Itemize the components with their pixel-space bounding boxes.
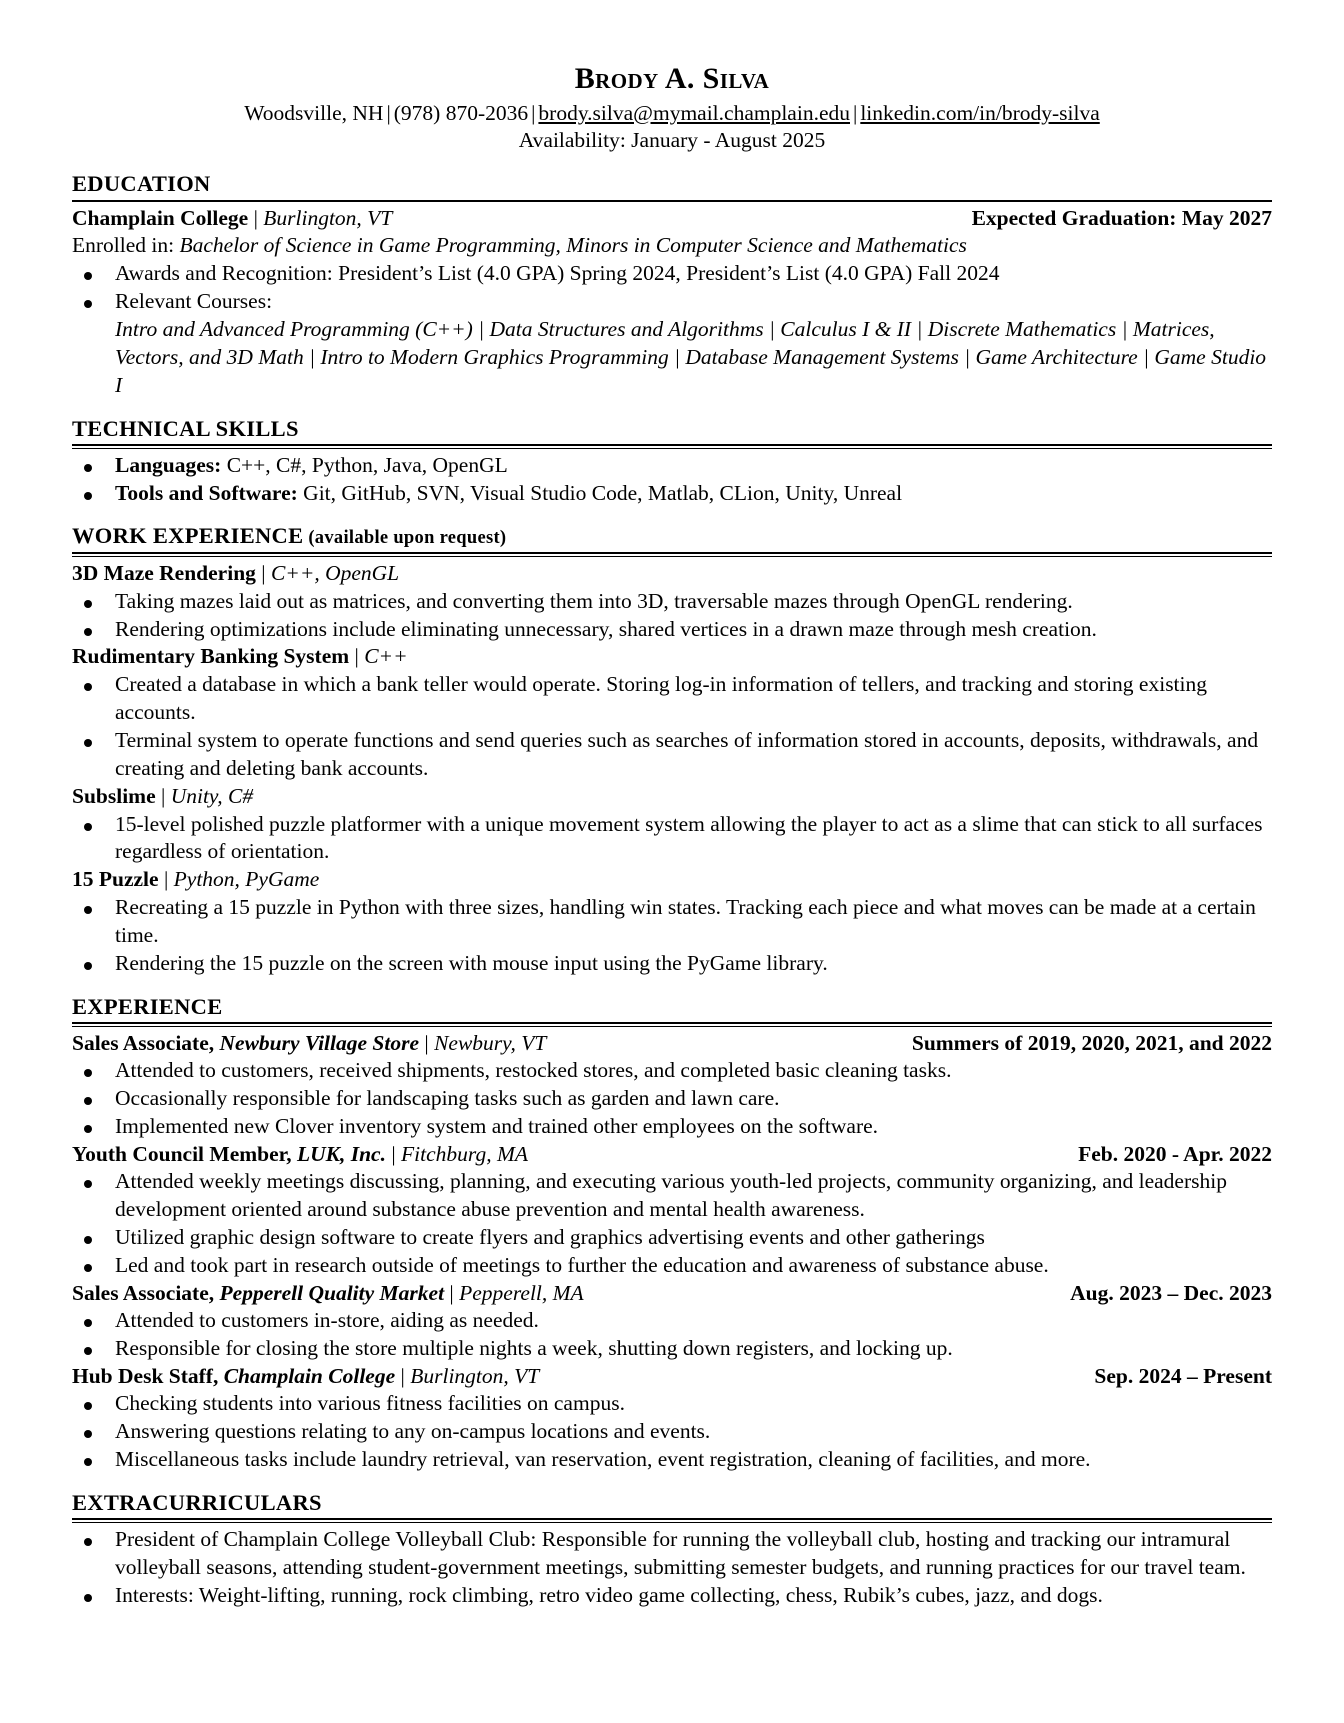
section-heading-technical-skills: TECHNICAL SKILLS: [72, 415, 299, 441]
experience-title: [72, 1363, 539, 1391]
experience-sep: |: [444, 1280, 460, 1305]
section-divider: [72, 552, 1272, 557]
experience-role: Sales Associate,: [72, 1280, 220, 1305]
section-divider: [72, 444, 1272, 449]
project-sep: |: [255, 560, 271, 585]
project-title-row: [72, 866, 1272, 894]
list-item: [72, 480, 1272, 508]
project-entry: [72, 643, 1272, 782]
project-sep: |: [155, 783, 171, 808]
education-enrolled-value: Bachelor of Science in Game Programming, Minors in Computer Science and Mathematics: [179, 233, 967, 258]
experience-bullet-list: [72, 1057, 1272, 1140]
work-experience-heading-text: WORK EXPERIENCE: [72, 523, 304, 549]
project-entry: [72, 866, 1272, 977]
education-enrolled-label: Enrolled in:: [72, 233, 180, 258]
experience-sep: |: [419, 1030, 435, 1055]
project-entry: [72, 783, 1272, 867]
project-title: Subslime: [72, 783, 156, 808]
skill-label: Tools and Software:: [115, 480, 298, 505]
section-heading-extracurriculars: EXTRACURRICULARS: [72, 1489, 322, 1515]
project-title-row: [72, 560, 1272, 588]
experience-entry: [72, 1280, 1272, 1363]
experience-dates: Aug. 2023 – Dec. 2023: [1070, 1280, 1272, 1305]
education-courses-label: Relevant Courses:: [115, 288, 273, 313]
extracurriculars-list: [72, 1526, 1272, 1609]
experience-location: Burlington, VT: [410, 1363, 540, 1388]
section-education: [72, 171, 1272, 400]
project-sep: |: [158, 867, 174, 892]
skill-value: Git, GitHub, SVN, Visual Studio Code, Matlab, CLion, Unity, Unreal: [297, 480, 903, 505]
experience-header-row: [72, 1280, 1272, 1308]
list-item: Checking students into various fitness facilities on campus.: [72, 1390, 1272, 1418]
contact-line: [72, 100, 1272, 127]
page-title: Brody A. Silva: [574, 62, 770, 95]
section-technical-skills: [72, 416, 1272, 508]
list-item: Rendering the 15 puzzle on the screen with mouse input using the PyGame library.: [72, 950, 1272, 978]
experience-org: Pepperell Quality Market: [219, 1280, 445, 1305]
list-item: Answering questions relating to any on-campus locations and events.: [72, 1418, 1272, 1446]
list-item: Rendering optimizations include eliminating unnecessary, shared vertices in a drawn maze through mesh creation.: [72, 616, 1272, 644]
project-tech: C++: [364, 644, 408, 669]
list-item: [72, 260, 1272, 288]
experience-entry: [72, 1030, 1272, 1141]
list-item: [72, 288, 1272, 316]
list-item: Recreating a 15 puzzle in Python with three sizes, handling win states. Tracking each piece and what moves can be made at a certain time.: [72, 894, 1272, 950]
experience-title: [72, 1030, 546, 1058]
list-item: Occasionally responsible for landscaping tasks such as garden and lawn care.: [72, 1085, 1272, 1113]
education-school-row: [72, 205, 1272, 233]
skill-label: Languages:: [115, 452, 222, 477]
list-item: [72, 452, 1272, 480]
experience-entry: [72, 1363, 1272, 1474]
project-title-row: [72, 783, 1272, 811]
project-bullet-list: [72, 671, 1272, 782]
list-item: Miscellaneous tasks include laundry retrieval, van reservation, event registration, cleaning of facilities, and more.: [72, 1446, 1272, 1474]
list-item: Led and took part in research outside of meetings to further the education and awareness of substance abuse.: [72, 1252, 1272, 1280]
section-divider: [72, 1518, 1272, 1523]
section-heading-education: EDUCATION: [72, 170, 211, 196]
list-item: Implemented new Clover inventory system and trained other employees on the software.: [72, 1113, 1272, 1141]
experience-header-row: [72, 1141, 1272, 1169]
experience-title: [72, 1280, 584, 1308]
list-item: Attended to customers in-store, aiding as needed.: [72, 1307, 1272, 1335]
experience-dates: Summers of 2019, 2020, 2021, and 2022: [911, 1030, 1272, 1055]
contact-separator-3: |: [853, 100, 858, 125]
project-title: 15 Puzzle: [72, 867, 159, 892]
experience-role: Hub Desk Staff,: [72, 1363, 224, 1388]
project-tech: C++, OpenGL: [270, 560, 400, 585]
project-bullet-list: [72, 588, 1272, 644]
section-heading-experience: EXPERIENCE: [72, 993, 223, 1019]
experience-role: Sales Associate,: [72, 1030, 220, 1055]
section-experience: [72, 994, 1272, 1474]
contact-separator-1: |: [386, 100, 391, 125]
experience-bullet-list: [72, 1390, 1272, 1473]
project-entry: [72, 560, 1272, 644]
project-title: Rudimentary Banking System: [72, 644, 350, 669]
contact-phone: (978) 870-2036: [393, 100, 529, 125]
experience-sep: |: [385, 1141, 402, 1166]
list-item: President of Champlain College Volleyball Club: Responsible for running the volleyball club, hosting and tracking our intramural volleyball seasons, attending student-government meetings, submitting semester budgets, and running practices for our travel team.: [72, 1526, 1272, 1582]
experience-header-row: [72, 1030, 1272, 1058]
section-extracurriculars: [72, 1490, 1272, 1610]
list-item: Attended to customers, received shipments, restocked stores, and completed basic cleaning tasks.: [72, 1057, 1272, 1085]
contact-location: Woodsville, NH: [244, 100, 384, 125]
project-tech: Python, PyGame: [173, 867, 320, 892]
experience-org: Champlain College: [223, 1363, 396, 1388]
experience-title: [72, 1141, 528, 1169]
project-tech: Unity, C#: [170, 783, 254, 808]
experience-location: Newbury, VT: [434, 1030, 547, 1055]
experience-location: Fitchburg, MA: [401, 1141, 529, 1166]
experience-org: Newbury Village Store: [219, 1030, 419, 1055]
experience-sep: |: [395, 1363, 411, 1388]
experience-dates: Sep. 2024 – Present: [1094, 1363, 1272, 1388]
education-bullet-list: [72, 260, 1272, 316]
availability-line: Availability: January - August 2025: [518, 127, 826, 152]
section-divider: [72, 1022, 1272, 1027]
education-graduation: Expected Graduation: May 2027: [971, 205, 1272, 230]
education-enrolled-row: [72, 232, 1272, 260]
list-item: Taking mazes laid out as matrices, and converting them into 3D, traversable mazes through OpenGL rendering.: [72, 588, 1272, 616]
skill-value: C++, C#, Python, Java, OpenGL: [221, 452, 508, 477]
experience-location: Pepperell, MA: [459, 1280, 584, 1305]
linkedin-link[interactable]: linkedin.com/in/brody-silva: [860, 100, 1100, 125]
section-heading-work-experience: [72, 523, 1272, 550]
experience-role: Youth Council Member,: [72, 1141, 297, 1166]
education-school-sep: |: [248, 205, 264, 230]
resume-header: [72, 62, 1272, 155]
education-courses-list: Intro and Advanced Programming (C++) | Data Structures and Algorithms | Calculus I & II | Discrete Mathematics | Matrices, Vectors, and 3D Math | Intro to Modern Graphics Programming | Database Management Systems | Game Architecture | Game Studio I: [115, 316, 1267, 397]
list-item: Attended weekly meetings discussing, planning, and executing various youth-led projects, community organizing, and leadership development oriented around substance abuse prevention and mental health awareness.: [72, 1168, 1272, 1224]
experience-bullet-list: [72, 1307, 1272, 1363]
contact-separator-2: |: [531, 100, 536, 125]
education-awards: Awards and Recognition: President’s List (4.0 GPA) Spring 2024, President’s List (4.0 GPA) Fall 2024: [115, 261, 1000, 286]
education-school-location: Burlington, VT: [263, 205, 393, 230]
experience-bullet-list: [72, 1168, 1272, 1279]
project-bullet-list: [72, 894, 1272, 977]
list-item: Created a database in which a bank teller would operate. Storing log-in information of tellers, and tracking and storing existing accounts.: [72, 671, 1272, 727]
list-item: Interests: Weight-lifting, running, rock climbing, retro video game collecting, chess, Rubik’s cubes, jazz, and dogs.: [72, 1582, 1272, 1610]
list-item: Utilized graphic design software to create flyers and graphics advertising events and other gatherings: [72, 1224, 1272, 1252]
education-school-name: Champlain College: [72, 205, 249, 230]
experience-header-row: [72, 1363, 1272, 1391]
project-title-row: [72, 643, 1272, 671]
education-school: [72, 205, 392, 233]
section-divider: [72, 200, 1272, 202]
project-bullet-list: [72, 811, 1272, 867]
email-link[interactable]: brody.silva@mymail.champlain.edu: [538, 100, 850, 125]
list-item: Responsible for closing the store multiple nights a week, shutting down registers, and locking up.: [72, 1335, 1272, 1363]
work-experience-heading-note: (available upon request): [303, 528, 507, 549]
experience-dates: Feb. 2020 - Apr. 2022: [1078, 1141, 1272, 1166]
experience-org: LUK, Inc.: [296, 1141, 386, 1166]
section-work-experience: [72, 523, 1272, 977]
experience-entry: [72, 1141, 1272, 1280]
technical-skills-list: [72, 452, 1272, 508]
project-sep: |: [349, 644, 365, 669]
list-item: 15-level polished puzzle platformer with a unique movement system allowing the player to act as a slime that can stick to all surfaces regardless of orientation.: [72, 811, 1272, 867]
list-item: Terminal system to operate functions and send queries such as searches of information stored in accounts, deposits, withdrawals, and creating and deleting bank accounts.: [72, 727, 1272, 783]
project-title: 3D Maze Rendering: [72, 560, 256, 585]
